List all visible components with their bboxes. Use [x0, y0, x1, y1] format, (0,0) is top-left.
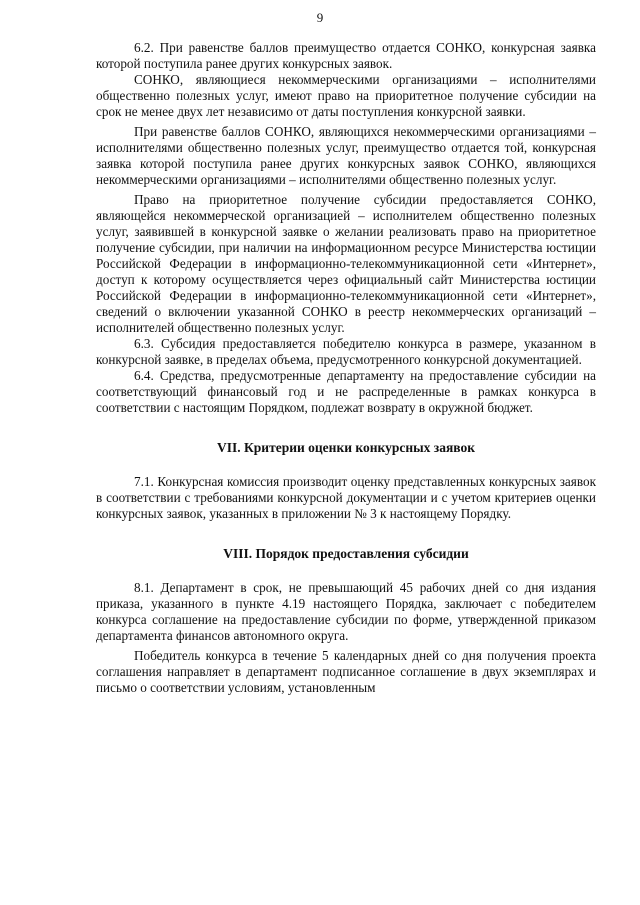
page-number: 9	[316, 10, 324, 25]
paragraph-winner-term: Победитель конкурса в течение 5 календарных дней со дня получения проекта соглашения направляет в департамент подписанное соглашение в двух экземплярах и письмо о соответствии условиям, установленным	[96, 648, 596, 695]
paragraph-priority-condition: Право на приоритетное получение субсидии предоставляется СОНКО, являющейся некоммерческой организацией – исполнителем общественно полезных услуг, заявившей в конкурсной заявке о желании реализовать право на приоритетное получение субсидии, при наличии на информационном ресурсе Министерства юстиции Российской Федерации в информационно-телекоммуникационной сети «Интернет», доступ к которому осуществляется через официальный сайт Министерства юстиции Российской Федерации в информационно-телекоммуникационной сети «Интернет», сведений о включении указанной СОНКО в реестр некоммерческих организаций – исполнителей общественно полезных услуг.	[96, 192, 596, 335]
paragraph-7-1: 7.1. Конкурсная комиссия производит оценку представленных конкурсных заявок в соответствии с требованиями конкурсной документации и с учетом критериев оценки конкурсных заявок, указанных в приложении № 3 к настоящему Порядку.	[96, 474, 596, 521]
paragraph-6-3: 6.3. Субсидия предоставляется победителю конкурса в размере, указанном в конкурсной заявке, в пределах объема, предусмотренного конкурсной документацией.	[96, 336, 596, 367]
section-8-heading: VIII. Порядок предоставления субсидии	[223, 546, 469, 561]
paragraph-6-2: 6.2. При равенстве баллов преимущество отдается СОНКО, конкурсная заявка которой поступила ранее других конкурсных заявок.	[96, 40, 596, 71]
document-body	[96, 40, 596, 696]
paragraph-6-4: 6.4. Средства, предусмотренные департаменту на предоставление субсидии на соответствующий финансовый год и не распределенные в рамках конкурса в соответствии с настоящим Порядком, подлежат возврату в окружной бюджет.	[96, 368, 596, 415]
paragraph-priority-right: СОНКО, являющиеся некоммерческими организациями – исполнителями общественно полезных услуг, имеют право на приоритетное получение субсидии на срок не менее двух лет независимо от даты поступления конкурсной заявки.	[96, 72, 596, 119]
paragraph-8-1: 8.1. Департамент в срок, не превышающий 45 рабочих дней со дня издания приказа, указанного в пункте 4.19 настоящего Порядка, заключает с победителем конкурса соглашение на предоставление субсидии по форме, утвержденной приказом департамента финансов автономного округа.	[96, 580, 596, 643]
paragraph-equal-scores: При равенстве баллов СОНКО, являющихся некоммерческими организациями – исполнителями общественно полезных услуг, преимущество отдается той, конкурсная заявка которой поступила ранее других конкурсных заявок СОНКО, являющихся некоммерческими организациями – исполнителями общественно полезных услуг.	[96, 124, 596, 187]
section-7-heading: VII. Критерии оценки конкурсных заявок	[217, 440, 475, 455]
